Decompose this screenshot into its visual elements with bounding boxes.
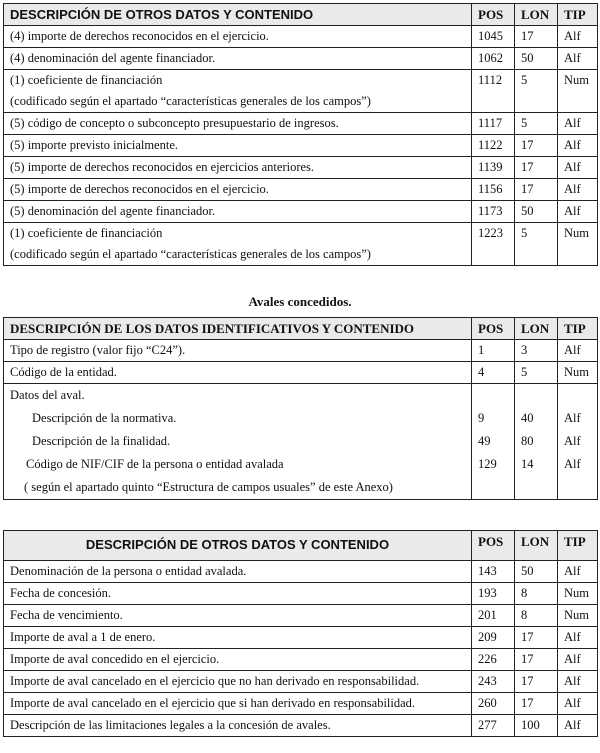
cell-lon: 50 bbox=[515, 201, 558, 223]
cell-lon: 5 bbox=[515, 362, 558, 384]
cell-lon: 17 bbox=[515, 671, 558, 693]
cell-desc-line2: (codificado según el apartado “características generales de los campos”) bbox=[10, 247, 371, 261]
cell-desc: Código de la entidad. bbox=[4, 362, 472, 384]
cell-pos: 1117 bbox=[472, 113, 515, 135]
cell-lon: 17 bbox=[515, 26, 558, 48]
cell-pos: 260 bbox=[472, 693, 515, 715]
table-row bbox=[4, 362, 598, 384]
cell-tip: Num bbox=[558, 223, 598, 266]
section-title: Avales concedidos. bbox=[248, 294, 352, 309]
cell-pos: 201 bbox=[472, 605, 515, 627]
cell-tip: Alf bbox=[558, 26, 598, 48]
table-datos-identificativos bbox=[3, 317, 598, 500]
table-row-group bbox=[4, 384, 598, 500]
aval-finalidad-label: Descripción de la finalidad. bbox=[32, 434, 171, 448]
cell-lon-normativa: 40 bbox=[521, 411, 534, 425]
cell-tip-nif: Alf bbox=[564, 457, 581, 471]
cell-pos-normativa: 9 bbox=[478, 411, 485, 425]
cell-desc: Importe de aval cancelado en el ejercicio que si han derivado en responsabilidad. bbox=[4, 693, 472, 715]
cell-pos: 1122 bbox=[472, 135, 515, 157]
table-row bbox=[4, 113, 598, 135]
cell-pos: 243 bbox=[472, 671, 515, 693]
table-row bbox=[4, 649, 598, 671]
cell-tip: Alf bbox=[558, 201, 598, 223]
cell-desc-line1: (1) coeficiente de financiación bbox=[10, 73, 163, 87]
cell-desc: (5) código de concepto o subconcepto presupuestario de ingresos. bbox=[4, 113, 472, 135]
column-header-descripcion: DESCRIPCIÓN DE LOS DATOS IDENTIFICATIVOS Y CONTENIDO bbox=[4, 318, 472, 340]
cell-lon: 17 bbox=[515, 135, 558, 157]
cell-desc: Tipo de registro (valor fijo “C24”). bbox=[4, 340, 472, 362]
aval-nif-note: ( según el apartado quinto “Estructura de campos usuales” de este Anexo) bbox=[24, 480, 393, 494]
cell-tip bbox=[558, 384, 598, 500]
cell-pos-nif: 129 bbox=[478, 457, 497, 471]
cell-lon: 17 bbox=[515, 179, 558, 201]
table-row bbox=[4, 340, 598, 362]
aval-nif-label: Código de NIF/CIF de la persona o entidad avalada bbox=[26, 457, 284, 471]
cell-lon: 50 bbox=[515, 48, 558, 70]
cell-tip-normativa: Alf bbox=[564, 411, 581, 425]
cell-tip-finalidad: Alf bbox=[564, 434, 581, 448]
column-header-descripcion: DESCRIPCIÓN DE OTROS DATOS Y CONTENIDO bbox=[4, 531, 472, 561]
cell-lon-finalidad: 80 bbox=[521, 434, 534, 448]
table-row bbox=[4, 179, 598, 201]
cell-desc: (4) importe de derechos reconocidos en el ejercicio. bbox=[4, 26, 472, 48]
table-otros-datos-1 bbox=[3, 3, 598, 266]
cell-lon: 5 bbox=[515, 113, 558, 135]
column-header-lon: LON bbox=[515, 531, 558, 561]
table-row bbox=[4, 48, 598, 70]
cell-tip: Num bbox=[558, 362, 598, 384]
table-row bbox=[4, 715, 598, 737]
cell-tip: Alf bbox=[558, 179, 598, 201]
cell-tip: Alf bbox=[558, 135, 598, 157]
cell-pos: 226 bbox=[472, 649, 515, 671]
table-row bbox=[4, 671, 598, 693]
cell-pos: 1112 bbox=[472, 70, 515, 113]
column-header-pos: POS bbox=[472, 318, 515, 340]
cell-desc bbox=[4, 223, 472, 266]
cell-tip: Num bbox=[558, 70, 598, 113]
cell-pos: 193 bbox=[472, 583, 515, 605]
column-header-tip: TIP bbox=[558, 318, 598, 340]
table-otros-datos-2 bbox=[3, 530, 598, 737]
cell-tip: Alf bbox=[558, 113, 598, 135]
table-row bbox=[4, 157, 598, 179]
table-row bbox=[4, 26, 598, 48]
cell-desc bbox=[4, 384, 472, 500]
cell-tip: Alf bbox=[558, 627, 598, 649]
cell-lon: 17 bbox=[515, 157, 558, 179]
cell-lon-nif: 14 bbox=[521, 457, 534, 471]
cell-tip: Alf bbox=[558, 649, 598, 671]
table-row bbox=[4, 605, 598, 627]
column-header-pos: POS bbox=[472, 4, 515, 26]
cell-pos: 1045 bbox=[472, 26, 515, 48]
cell-lon: 5 bbox=[515, 70, 558, 113]
table-header-row bbox=[4, 4, 598, 26]
cell-pos: 4 bbox=[472, 362, 515, 384]
cell-tip: Alf bbox=[558, 48, 598, 70]
cell-tip: Num bbox=[558, 605, 598, 627]
table-header-row bbox=[4, 531, 598, 561]
cell-desc: Denominación de la persona o entidad avalada. bbox=[4, 561, 472, 583]
cell-tip: Alf bbox=[558, 561, 598, 583]
aval-group-label: Datos del aval. bbox=[10, 388, 85, 402]
aval-normativa-label: Descripción de la normativa. bbox=[32, 411, 177, 425]
cell-desc: (5) importe previsto inicialmente. bbox=[4, 135, 472, 157]
cell-tip: Alf bbox=[558, 340, 598, 362]
cell-tip: Alf bbox=[558, 671, 598, 693]
cell-desc: Importe de aval concedido en el ejercicio. bbox=[4, 649, 472, 671]
cell-desc: (5) denominación del agente financiador. bbox=[4, 201, 472, 223]
cell-pos: 1173 bbox=[472, 201, 515, 223]
cell-desc bbox=[4, 70, 472, 113]
cell-desc-line2: (codificado según el apartado “características generales de los campos”) bbox=[10, 94, 371, 108]
cell-desc-line1: (1) coeficiente de financiación bbox=[10, 226, 163, 240]
cell-desc: Fecha de concesión. bbox=[4, 583, 472, 605]
cell-pos: 1 bbox=[472, 340, 515, 362]
cell-pos: 143 bbox=[472, 561, 515, 583]
cell-tip: Alf bbox=[558, 157, 598, 179]
cell-pos: 1223 bbox=[472, 223, 515, 266]
column-header-descripcion: DESCRIPCIÓN DE OTROS DATOS Y CONTENIDO bbox=[4, 4, 472, 26]
table-row bbox=[4, 583, 598, 605]
cell-lon: 17 bbox=[515, 627, 558, 649]
cell-lon: 17 bbox=[515, 649, 558, 671]
cell-pos: 1062 bbox=[472, 48, 515, 70]
cell-pos: 277 bbox=[472, 715, 515, 737]
table-row bbox=[4, 223, 598, 266]
column-header-lon: LON bbox=[515, 318, 558, 340]
table-row bbox=[4, 135, 598, 157]
cell-lon: 3 bbox=[515, 340, 558, 362]
cell-lon: 8 bbox=[515, 583, 558, 605]
cell-desc: Descripción de las limitaciones legales a la concesión de avales. bbox=[4, 715, 472, 737]
column-header-lon: LON bbox=[515, 4, 558, 26]
column-header-pos: POS bbox=[472, 531, 515, 561]
cell-lon: 50 bbox=[515, 561, 558, 583]
table-row bbox=[4, 627, 598, 649]
table-row bbox=[4, 70, 598, 113]
column-header-tip: TIP bbox=[558, 531, 598, 561]
cell-desc: (5) importe de derechos reconocidos en el ejercicio. bbox=[4, 179, 472, 201]
cell-lon: 17 bbox=[515, 693, 558, 715]
cell-desc: Importe de aval cancelado en el ejercicio que no han derivado en responsabilidad. bbox=[4, 671, 472, 693]
cell-pos: 209 bbox=[472, 627, 515, 649]
table-row bbox=[4, 201, 598, 223]
column-header-tip: TIP bbox=[558, 4, 598, 26]
cell-lon: 5 bbox=[515, 223, 558, 266]
cell-tip: Alf bbox=[558, 693, 598, 715]
cell-lon bbox=[515, 384, 558, 500]
cell-tip: Num bbox=[558, 583, 598, 605]
cell-pos-finalidad: 49 bbox=[478, 434, 491, 448]
cell-desc: (4) denominación del agente financiador. bbox=[4, 48, 472, 70]
cell-pos: 1139 bbox=[472, 157, 515, 179]
table-header-row bbox=[4, 318, 598, 340]
table-row bbox=[4, 693, 598, 715]
table-row bbox=[4, 561, 598, 583]
cell-tip: Alf bbox=[558, 715, 598, 737]
cell-lon: 8 bbox=[515, 605, 558, 627]
cell-lon: 100 bbox=[515, 715, 558, 737]
cell-desc: Fecha de vencimiento. bbox=[4, 605, 472, 627]
cell-pos: 1156 bbox=[472, 179, 515, 201]
cell-desc: (5) importe de derechos reconocidos en ejercicios anteriores. bbox=[4, 157, 472, 179]
cell-pos bbox=[472, 384, 515, 500]
cell-desc: Importe de aval a 1 de enero. bbox=[4, 627, 472, 649]
